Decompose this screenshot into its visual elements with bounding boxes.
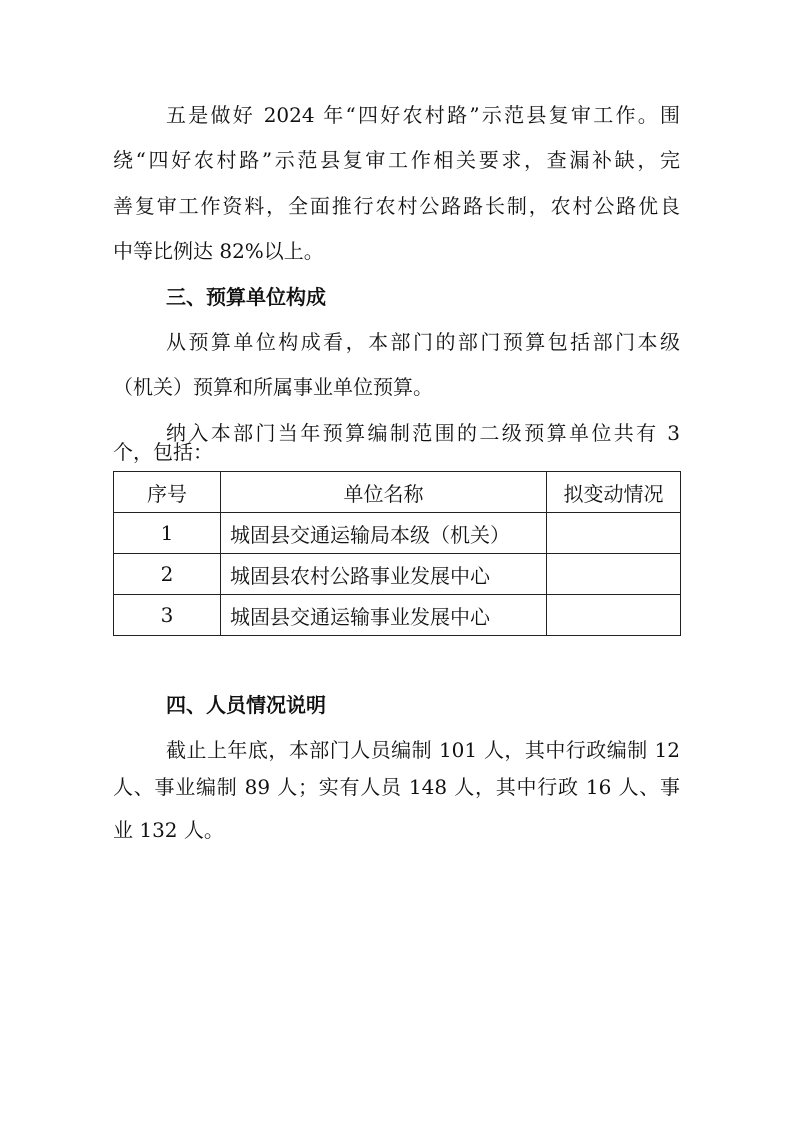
section-three-paragraph-1-line-2: （机关）预算和所属事业单位预算。: [113, 375, 433, 399]
column-header-change: 拟变动情况: [547, 472, 681, 513]
section-three-paragraph-2-line-2: 个，包括：: [113, 440, 213, 464]
section-four-line-1: 截止上年底，本部门人员编制 101 人，其中行政编制 12: [166, 738, 680, 762]
table-row: [114, 513, 681, 554]
table-header-row: [114, 472, 681, 513]
paragraph-five-line-1: 五是做好 2024 年“四好农村路”示范县复审工作。围: [166, 103, 680, 127]
column-header-index: 序号: [114, 472, 221, 513]
row-index: 2: [114, 554, 221, 595]
row-index: 1: [114, 513, 221, 554]
row-unit-name: 城固县交通运输事业发展中心: [221, 595, 547, 636]
row-index: 3: [114, 595, 221, 636]
table-row: [114, 595, 681, 636]
row-unit-name: 城固县农村公路事业发展中心: [221, 554, 547, 595]
section-three-paragraph-1-line-1: 从预算单位构成看，本部门的部门预算包括部门本级: [166, 330, 680, 354]
table-row: [114, 554, 681, 595]
paragraph-five-line-4: 中等比例达 82%以上。: [113, 239, 324, 263]
row-change: [547, 513, 681, 554]
row-change: [547, 554, 681, 595]
paragraph-five-line-3: 善复审工作资料，全面推行农村公路路长制，农村公路优良: [113, 194, 680, 218]
section-four-line-3: 业 132 人。: [113, 818, 224, 842]
section-three-heading: 三、预算单位构成: [166, 285, 326, 309]
budget-units-table: [113, 471, 681, 636]
section-three-paragraph-2-line-1: 纳入本部门当年预算编制范围的二级预算单位共有 3: [166, 421, 680, 445]
section-four-heading: 四、人员情况说明: [166, 693, 326, 717]
row-unit-name: 城固县交通运输局本级（机关）: [221, 513, 547, 554]
section-four-line-2: 人、事业编制 89 人；实有人员 148 人，其中行政 16 人、事: [113, 775, 680, 799]
row-change: [547, 595, 681, 636]
column-header-unit-name: 单位名称: [221, 472, 547, 513]
paragraph-five-line-2: 绕“四好农村路”示范县复审工作相关要求，查漏补缺，完: [113, 148, 680, 172]
